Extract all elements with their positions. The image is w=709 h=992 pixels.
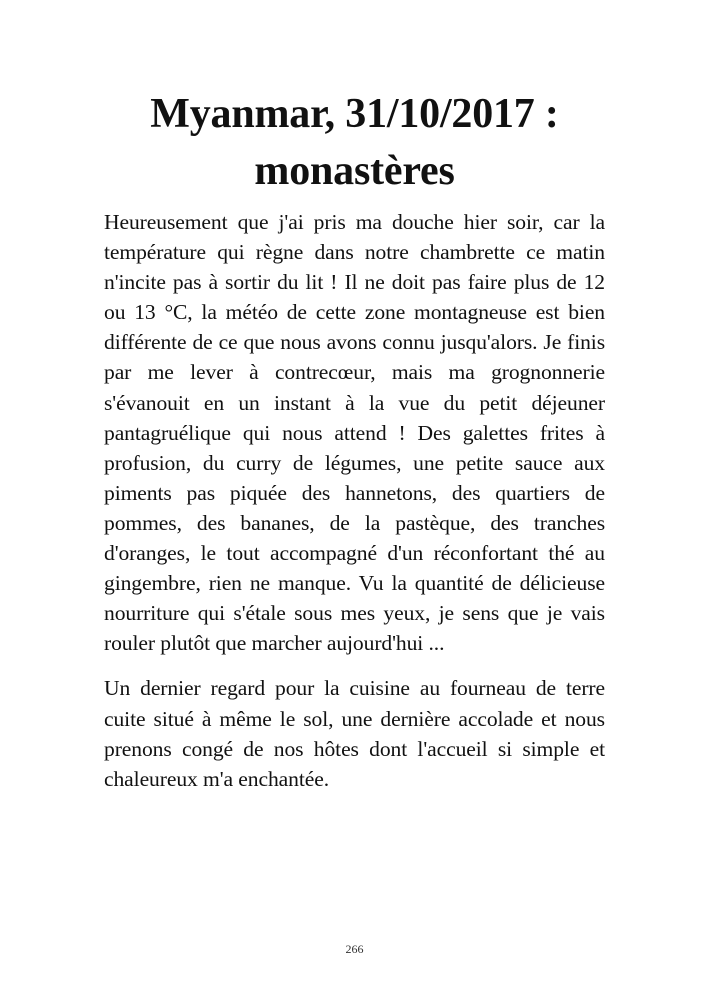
page-number: 266: [345, 942, 364, 956]
title-line-2: monastères: [254, 148, 455, 194]
paragraph-1: Heureusement que j'ai pris ma douche hier soir, car la température qui règne dans notre chambrette ce matin n'incite pas à sortir du lit ! Il ne doit pas faire plus de 12 ou 13 °C, la météo de cette zone montagneuse est bien différente de ce que nous avons connu jusqu'alors. Je finis par me lever à contrecœur, mais ma grognonnerie s'évanouit en un instant à la vue du petit déjeuner pantagruélique qui nous attend ! Des galettes frites à profusion, du curry de légumes, une petite sauce aux piments pas piquée des hannetons, des quartiers de pommes, des bananes, de la pastèque, des tranches d'oranges, le tout accompagné d'un réconfortant thé au gingembre, rien ne manque. Vu la quantité de délicieuse nourriture qui s'étale sous mes yeux, je sens que je vais rouler plutôt que marcher aujourd'hui ...: [104, 210, 605, 656]
title-line-1: Myanmar, 31/10/2017 :: [150, 91, 559, 137]
paragraph-2: Un dernier regard pour la cuisine au fourneau de terre cuite situé à même le sol, une dernière accolade et nous prenons congé de nos hôtes dont l'accueil si simple et chaleureux m'a enchantée.: [104, 676, 605, 791]
body-text: [104, 207, 605, 794]
page-title: [60, 86, 649, 200]
